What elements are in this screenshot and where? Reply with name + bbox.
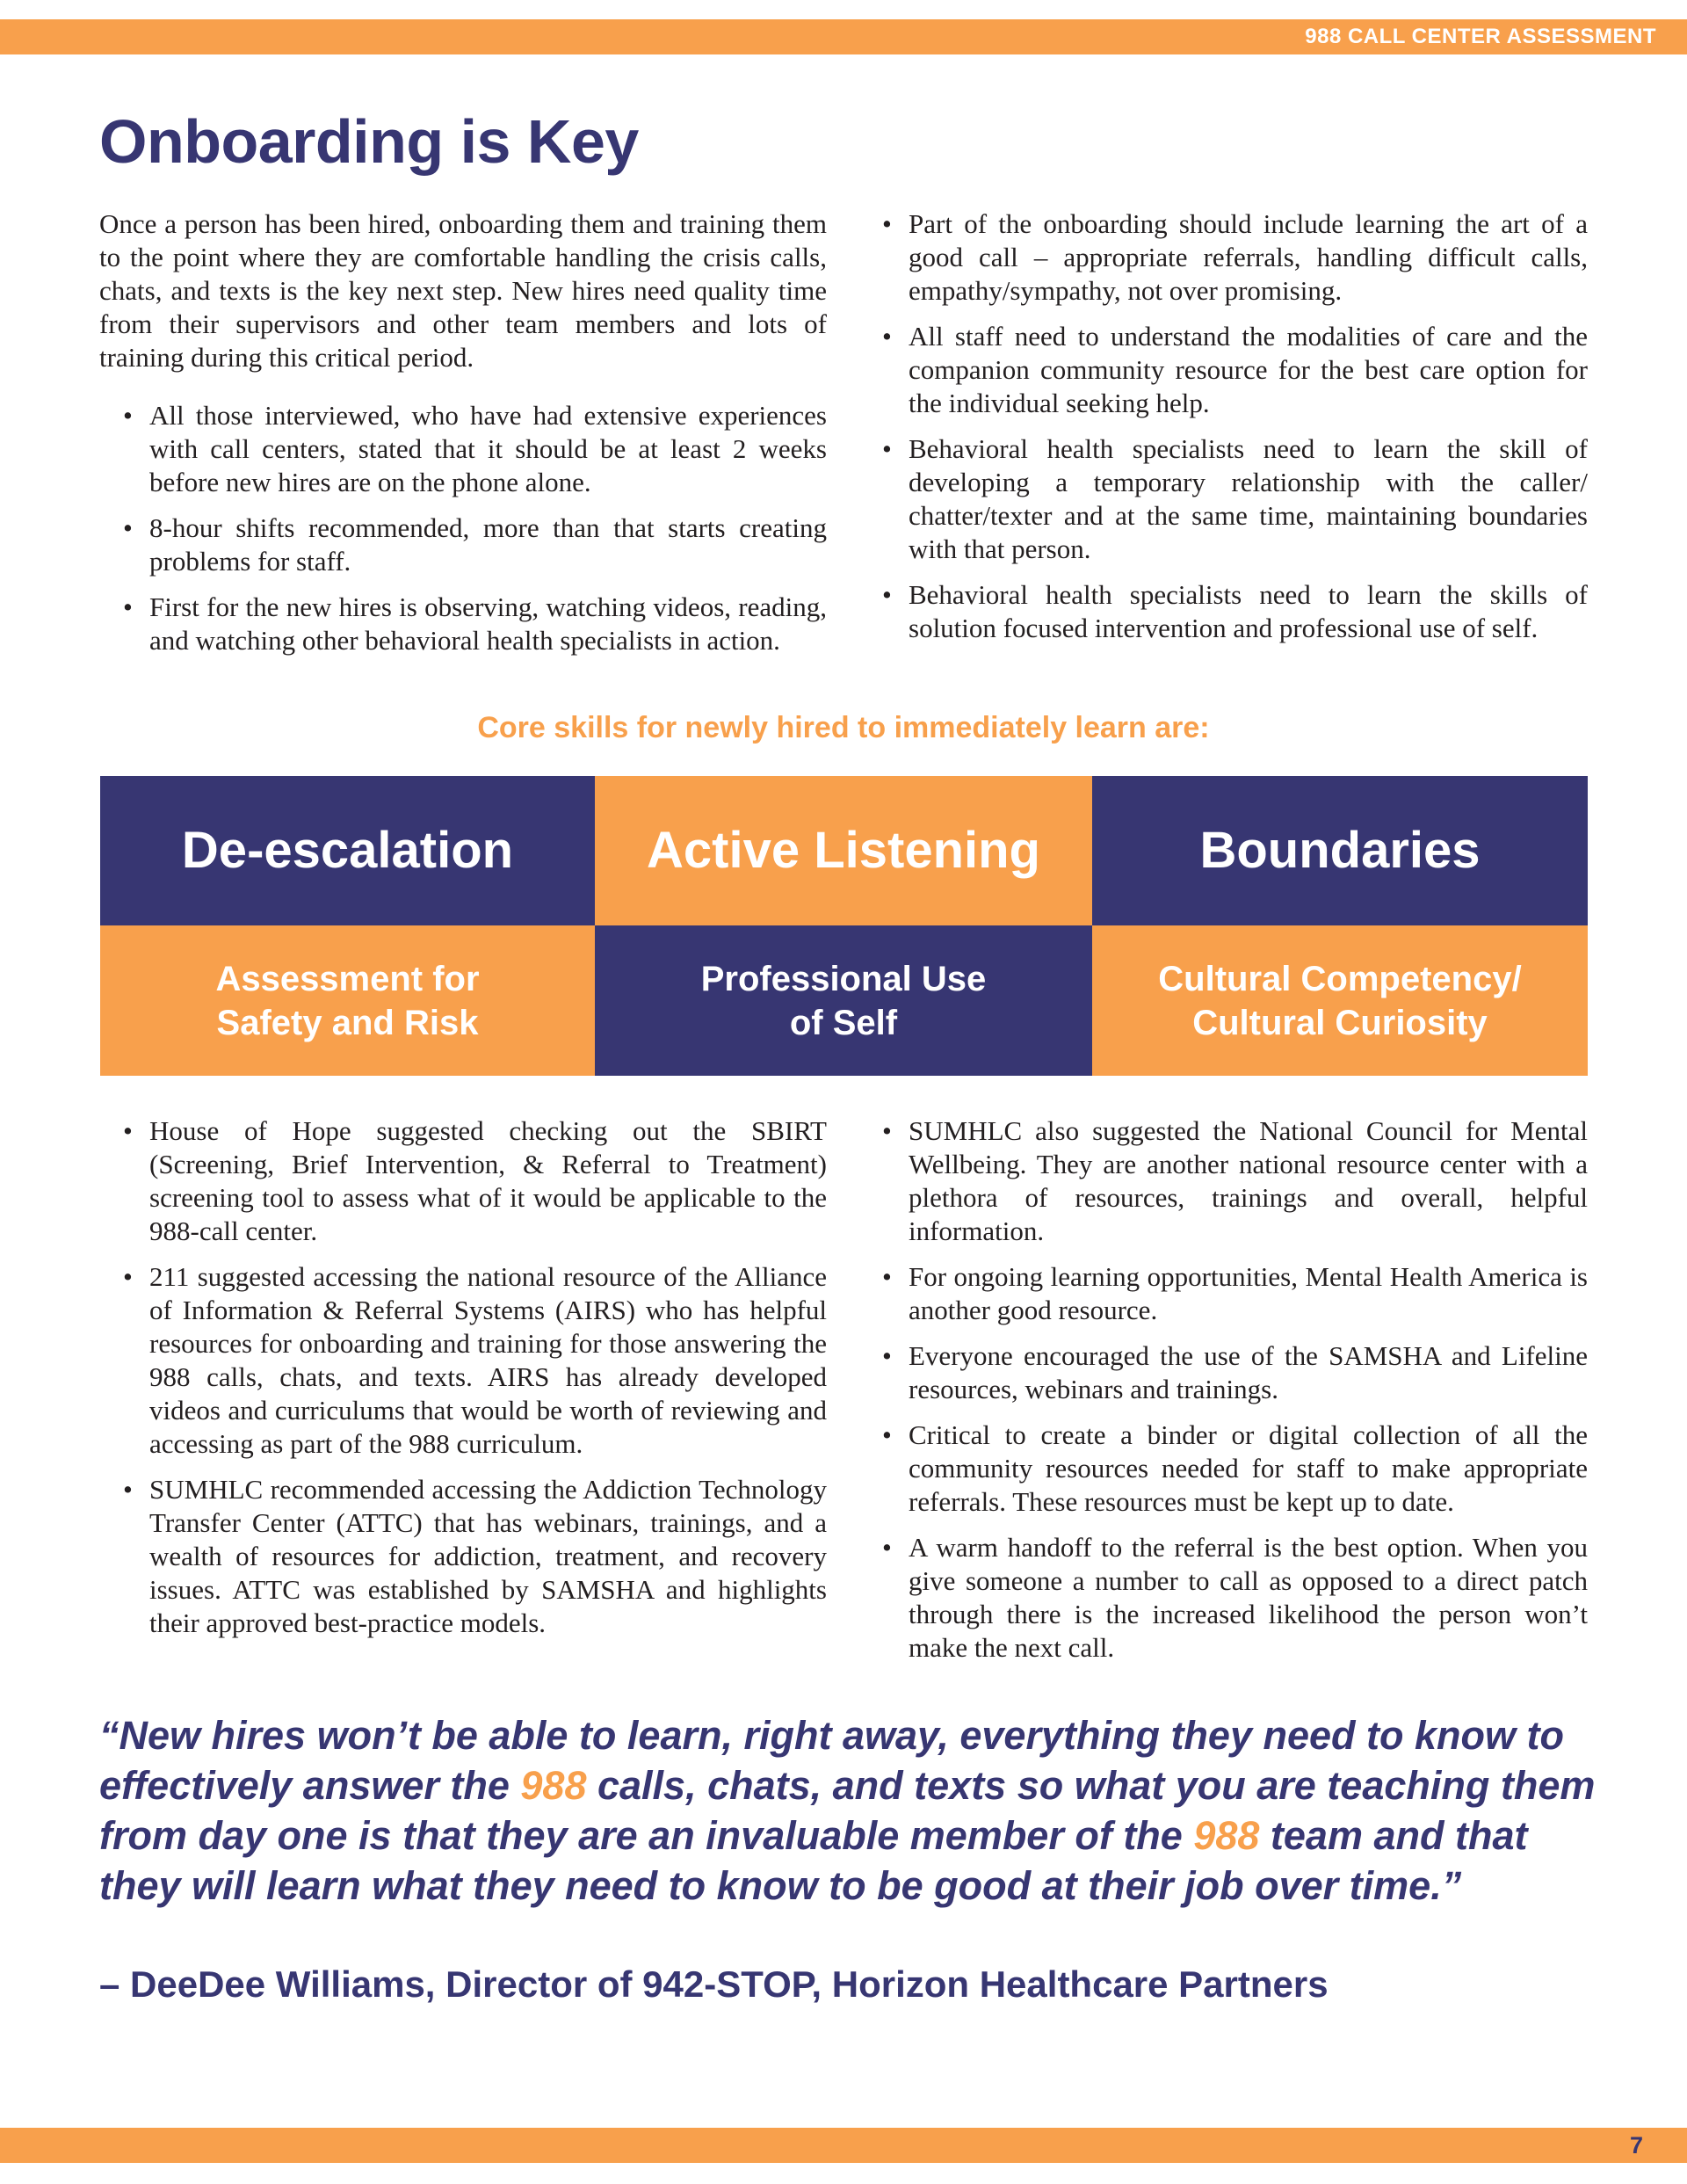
list-item: • SUMHLC recommended accessing the Addiction Technology Transfer Center (ATTC) that has webinars, trainings, and a wealth of resources for addiction, treatment, and recovery issues. ATTC was established by SAMSHA and highlights their approved best-practice models. (149, 1473, 827, 1640)
skill-label-line: Cultural Competency/ (1158, 959, 1522, 998)
skill-label: Boundaries (1199, 822, 1481, 879)
list-item: • For ongoing learning opportunities, Mental Health America is another good resource. (909, 1260, 1588, 1327)
quote-text: calls, chats, and texts so what you are teaching them from day one is that they are an invaluable member of the (99, 1763, 1596, 1858)
list-item: • SUMHLC also suggested the National Council for Mental Wellbeing. They are another national resource center with a plethora of resources, trainings and overall, helpful information. (909, 1114, 1588, 1248)
list-item: • Critical to create a binder or digital collection of all the community resources needed for staff to make appropriate referrals. These resources must be kept up to date. (909, 1419, 1588, 1519)
header-label: 988 CALL CENTER ASSESSMENT (1305, 25, 1656, 48)
list-item: • 211 suggested accessing the national resource of the Alliance of Information & Referral Systems (AIRS) who has helpful resources for onboarding and training for those answering the 988 calls, chats, and texts. AIRS has already developed videos and curriculums that would be worth of reviewing and accessing as part of the 988 curriculum. (149, 1260, 827, 1461)
intro-paragraph: Once a person has been hired, onboarding them and training them to the point where they are comfortable handling the crisis calls, chats, and texts is the key next step. New hires need quality time from their supervisors and other team members and lots of training during this critical period. (99, 208, 827, 373)
quote-highlight: 988 (520, 1763, 587, 1808)
header-bar (0, 19, 1687, 54)
list-item: • A warm handoff to the referral is the best option. When you give someone a number to call as opposed to a direct patch through there is the increased likelihood the person won’t make the next call. (909, 1531, 1588, 1665)
skill-label (1158, 957, 1521, 1045)
skill-label: De-escalation (181, 822, 514, 879)
bottom-right-bullet-list (909, 1114, 1588, 1665)
footer-bar (0, 2128, 1687, 2163)
list-item: • House of Hope suggested checking out the SBIRT (Screening, Brief Intervention, & Referral to Treatment) screening tool to assess what of it would be applicable to the 988-call center. (149, 1114, 827, 1248)
skill-cultural-competency (1092, 925, 1588, 1076)
skill-active-listening (595, 776, 1092, 925)
quote-text: team and that they will learn what they need to know to be good at their job over time.” (99, 1813, 1528, 1908)
skill-label-line: Professional Use (700, 959, 987, 998)
skill-label (215, 957, 479, 1045)
bottom-right-column (909, 1114, 1588, 1677)
pull-quote (99, 1710, 1611, 1911)
bottom-left-bullet-list (99, 1114, 827, 1640)
skill-label-line: of Self (789, 1003, 898, 1042)
skill-professional-use-of-self (595, 925, 1092, 1076)
skill-label-line: Cultural Curiosity (1192, 1003, 1488, 1042)
skill-label-line: Assessment for (215, 959, 480, 998)
quote-text: “New hires won’t be able to learn, right away, everything they need to know to effectively answer the (99, 1713, 1564, 1808)
skill-label (701, 957, 987, 1045)
bottom-left-column (99, 1114, 827, 1652)
top-right-bullet-list (909, 207, 1588, 645)
list-item: • Behavioral health specialists need to learn the skills of solution focused intervention and professional use of self. (909, 578, 1588, 645)
list-item: • 8-hour shifts recommended, more than that starts creating problems for staff. (149, 512, 827, 578)
quote-attribution: – DeeDee Williams, Director of 942-STOP, Horizon Healthcare Partners (99, 1963, 1329, 2005)
page-number: 7 (1629, 2132, 1643, 2159)
core-skills-heading: Core skills for newly hired to immediately learn are: (477, 711, 1210, 744)
skill-boundaries (1092, 776, 1588, 925)
list-item: • First for the new hires is observing, watching videos, reading, and watching other behavioral health specialists in action. (149, 591, 827, 657)
list-item: • Behavioral health specialists need to learn the skill of developing a temporary relationship with the caller/ chatter/texter and at the same time, maintaining boundaries with that person. (909, 432, 1588, 566)
top-right-column (909, 207, 1588, 657)
quote-highlight: 988 (1193, 1813, 1260, 1858)
skill-de-escalation (100, 776, 595, 925)
list-item: • All staff need to understand the modalities of care and the companion community resource for the best care option for the individual seeking help. (909, 320, 1588, 420)
top-left-column (99, 207, 827, 670)
list-item: • Everyone encouraged the use of the SAMSHA and Lifeline resources, webinars and trainings. (909, 1339, 1588, 1406)
top-left-bullet-list (99, 399, 827, 657)
skill-label: Active Listening (647, 822, 1040, 879)
list-item: • All those interviewed, who have had extensive experiences with call centers, stated that it should be at least 2 weeks before new hires are on the phone alone. (149, 399, 827, 499)
core-skills-grid (100, 776, 1588, 1076)
page-title: Onboarding is Key (99, 107, 639, 176)
skill-label-line: Safety and Risk (216, 1003, 479, 1042)
skill-assessment (100, 925, 595, 1076)
list-item: • Part of the onboarding should include learning the art of a good call – appropriate referrals, handling difficult calls, empathy/sympathy, not over promising. (909, 207, 1588, 308)
